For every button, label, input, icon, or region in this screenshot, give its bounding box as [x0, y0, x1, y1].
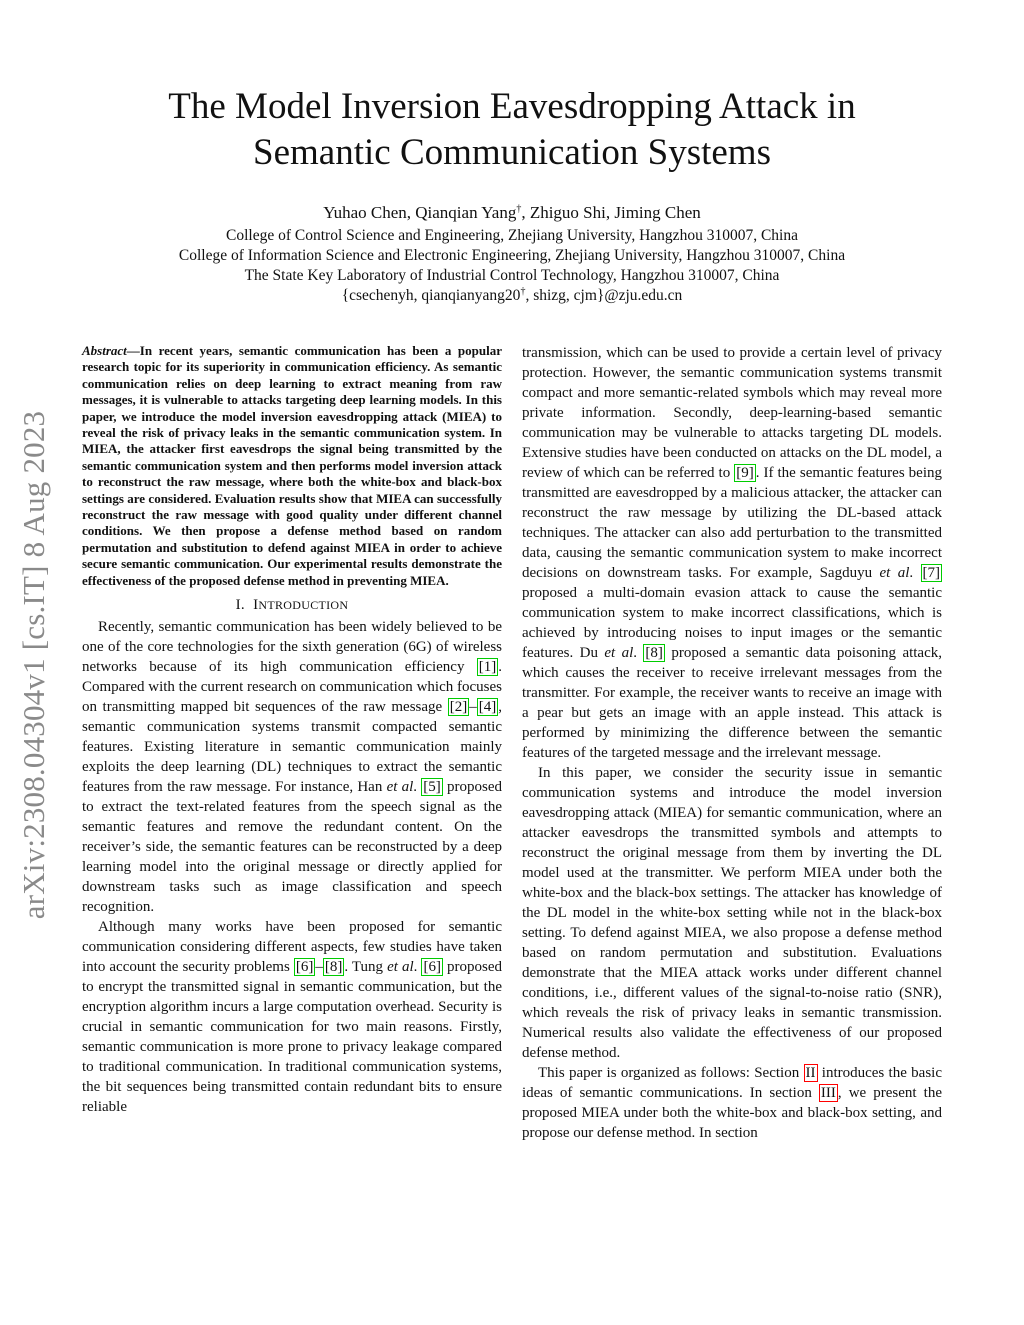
- title-line-2: Semantic Communication Systems: [253, 132, 771, 173]
- et-al: et al: [879, 565, 910, 581]
- text-run: , we present the proposed MIEA under both the white-box and black-box setting, and propose our defense method. In section: [522, 1085, 942, 1141]
- abstract-text: In recent years, semantic communication has been a popular research topic for its superiority in communication efficiency. As semantic communication relies on deep learning to extract meaning from raw messages, it is vulnerable to attacks targeting deep learning models. In this paper, we introduce the model inversion eavesdropping attack (MIEA) to reveal the risk of privacy leaks in the semantic communication system. In MIEA, the attacker first eavesdrops the signal being transmitted by the semantic communication system and then performs model inversion attack to reconstruct the raw message, where both the white-box and black-box settings are considered. Evaluation results show that MIEA can successfully reconstruct the raw message with good quality under different channel conditions. We then propose a defense method based on random permutation and substitution to defend against MIEA in order to achieve secure semantic communication. Our experimental results demonstrate the effectiveness of the proposed defense method in preventing MIEA.: [82, 343, 502, 588]
- right-paragraph-2: In this paper, we consider the security issue in semantic communication systems and introduce the model inversion eavesdropping attack (MIEA) for semantic communication, where an attacker eavesdrops the transmitted symbols and attempts to reconstruct the original message from them by inverting the DL model used at the transmitter. We perform MIEA under both the white-box and the black-box settings. The attacker has knowledge of the DL model in the white-box setting while not in the black-box setting. To defend against MIEA, we also propose a defense method based on random permutation and substitution. Evaluations demonstrate that the MIEA attack works under different channel conditions, i.e., different values of the signal-to-noise ratio (SNR), which reveals the risk of privacy leaks in semantic transmission. Numerical results also validate the effectiveness of our proposed defense method.: [522, 765, 942, 1061]
- citation-9[interactable]: [9]: [736, 465, 754, 481]
- arxiv-identifier: arXiv:2308.04304v1 [cs.IT] 8 Aug 2023: [16, 410, 51, 920]
- right-paragraph-1: [522, 343, 942, 763]
- section-title-initial: I: [253, 597, 259, 614]
- text-run: This paper is organized as follows: Section: [538, 1065, 804, 1081]
- range-dash: –: [469, 699, 477, 716]
- title-line-1: The Model Inversion Eavesdropping Attack in: [168, 86, 856, 127]
- dagger-mark: †: [516, 203, 522, 215]
- section-link-2[interactable]: II: [805, 1065, 816, 1081]
- citation-5[interactable]: [5]: [423, 779, 441, 796]
- et-al: et al: [387, 959, 414, 976]
- author-block: [100, 202, 924, 306]
- arxiv-sidebar: [6, 370, 62, 960]
- abstract: [82, 343, 502, 589]
- text-run: . Compared with the current research on communication which focuses on transmitting mapped bit sequences of the raw message: [82, 659, 502, 716]
- section-title-rest: NTRODUCTION: [258, 598, 349, 613]
- authors-part-b: , Zhiguo Shi, Jiming Chen: [521, 203, 701, 222]
- text-run: transmission, which can be used to provide a certain level of privacy protection. However, the semantic communication systems transmit compact and more semantic-related symbols which may reveal more private information. Secondly, deep-learning-based semantic communication may be vulnerable to attacks targeting DL models. Extensive studies have been conducted on attacks on the DL model, a review of which can be referred to: [522, 345, 942, 481]
- citation-7[interactable]: [7]: [922, 565, 941, 581]
- left-column: [82, 343, 502, 1117]
- text-run: .: [413, 959, 422, 976]
- citation-8[interactable]: [8]: [645, 645, 663, 661]
- et-al: et al: [604, 645, 634, 661]
- section-link-3[interactable]: III: [820, 1085, 836, 1101]
- text-run: proposed to encrypt the transmitted signal in semantic communication, but the encryption algorithm incurs a large computation overhead. Security is crucial in semantic communication for two main reasons. Firstly, semantic communication is more prone to privacy leakage compared to traditional communication. In traditional communication systems, the bit sequences being transmitted contain redundant bits to ensure reliable: [82, 959, 502, 1116]
- text-run: introduces the basic ideas of semantic communications. In section: [522, 1065, 942, 1101]
- range-dash: –: [315, 959, 323, 976]
- text-run: Recently, semantic communication has been widely believed to be one of the core technologies for the sixth generation (6G) of wireless networks because of its high communication efficiency: [82, 619, 502, 676]
- text-run: proposed a multi-domain evasion attack to cause the semantic communication system to make incorrect classifications, which is achieved by introducing noises to input images or the semantic features. Du: [522, 585, 942, 661]
- author-emails: [100, 286, 924, 306]
- affiliation-3: The State Key Laboratory of Industrial Control Technology, Hangzhou 310007, China: [244, 267, 780, 284]
- text-run: . Tung: [344, 959, 388, 976]
- citation-6[interactable]: [6]: [423, 959, 441, 976]
- citation-1[interactable]: [1]: [478, 659, 497, 676]
- affiliation-2: College of Information Science and Electronic Engineering, Zhejiang University, Hangzhou 310007, China: [178, 247, 846, 264]
- text-run: Although many works have been proposed for semantic communication considering different aspects, few studies have taken into account the security problems: [82, 919, 502, 976]
- abstract-lead: Abstract: [82, 343, 127, 358]
- right-column: [522, 343, 942, 1143]
- text-run: , semantic communication systems transmit compacted semantic features. Existing literature in semantic communication mainly exploits the deep learning (DL) techniques to extract the semantic features from the raw message. For instance, Han: [82, 699, 502, 796]
- abstract-dash: —: [126, 343, 140, 358]
- text-run: proposed to extract the text-related features from the speech signal as the semantic features and remove the redundant content. On the receiver’s side, the semantic features can be reconstructed by a deep learning model into the original message or directly applied for downstream tasks such as image classification and speech recognition.: [82, 779, 503, 916]
- email-dagger-mark: †: [520, 285, 526, 297]
- et-al: et al: [386, 779, 414, 796]
- authors-part-a: Yuhao Chen, Qianqian Yang: [323, 203, 517, 222]
- text-run: . If the semantic features being transmitted are eavesdropped by a malicious attacker, the attacker can reconstruct the raw message by utilizing the DL-based attack techniques. The attacker can also add perturbation to the transmitted data, causing the semantic communication system to make incorrect decisions on downstream tasks. For example, Sagduyu: [522, 465, 943, 581]
- citation-4[interactable]: [4]: [478, 699, 497, 716]
- paper-title: [100, 84, 924, 176]
- citation-6[interactable]: [6]: [295, 959, 314, 976]
- text-run: .: [633, 645, 644, 661]
- intro-paragraph-1: [82, 617, 502, 917]
- section-heading-introduction: [82, 595, 502, 615]
- text-run: .: [909, 565, 921, 581]
- email-part-b: , shizg, cjm}@zju.edu.cn: [525, 287, 683, 304]
- text-run: proposed a semantic data poisoning attack, which causes the receiver to receive irrelevant messages from the transmitter. For example, the receiver wants to receive an image with a pear but gets an image with an apple instead. This attack is performed by minimizing the difference between the semantic features of the targeted message and the irrelevant message.: [522, 645, 942, 761]
- citation-2[interactable]: [2]: [449, 699, 468, 716]
- section-number: I.: [235, 597, 245, 614]
- text-run: .: [413, 779, 422, 796]
- email-part-a: {csechenyh, qianqianyang20: [341, 287, 521, 304]
- citation-8[interactable]: [8]: [324, 959, 343, 976]
- author-list: [100, 202, 924, 224]
- right-paragraph-3: [522, 1063, 942, 1143]
- intro-paragraph-2: [82, 917, 502, 1117]
- affiliation-1: College of Control Science and Engineering, Zhejiang University, Hangzhou 310007, China: [226, 227, 798, 244]
